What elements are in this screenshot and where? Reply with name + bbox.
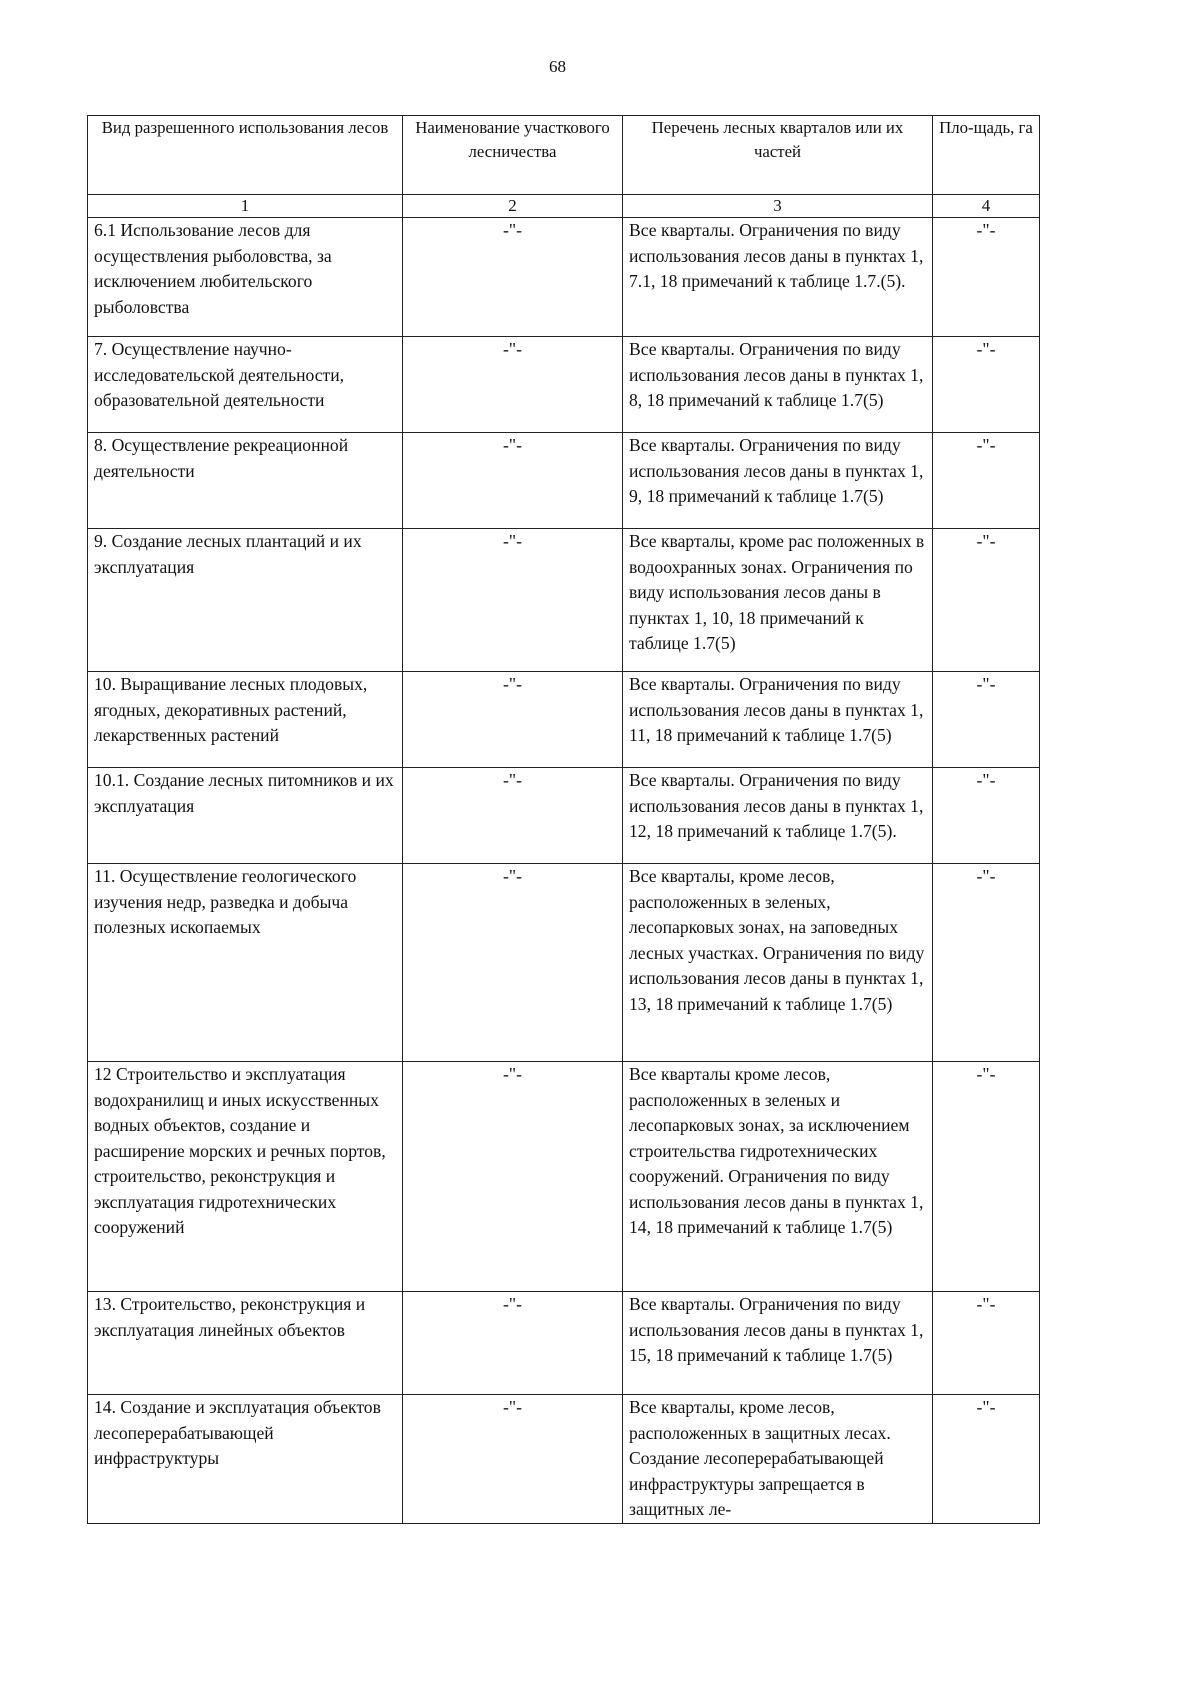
table-row [88, 768, 1040, 864]
table-row [88, 672, 1040, 768]
use-type-cell: 6.1 Использование лесов для осуществления рыболовства, за исключением любительского рыболовства [88, 218, 403, 337]
area-cell: -"- [933, 433, 1040, 529]
forestry-cell: -"- [403, 768, 623, 864]
header-row [88, 116, 1040, 195]
table-row [88, 864, 1040, 1062]
forestry-cell: -"- [403, 337, 623, 433]
column-number: 1 [88, 195, 403, 218]
header-area: Пло-щадь, га [933, 116, 1040, 195]
use-type-cell: 10.1. Создание лесных питомников и их эксплуатация [88, 768, 403, 864]
use-type-cell: 12 Строительство и эксплуатация водохранилищ и иных искусственных водных объектов, создание и расширение морских и речных портов, строительство, реконструкция и эксплуатация гидротехнических сооружений [88, 1062, 403, 1292]
quarters-cell: Все кварталы, кроме рас положенных в водоохранных зонах. Ограничения по виду использования лесов даны в пунктах 1, 10, 18 примечаний к таблице 1.7(5) [623, 529, 933, 672]
use-type-cell: 7. Осуществление научно-исследовательской деятельности, образовательной деятельности [88, 337, 403, 433]
column-number-row [88, 195, 1040, 218]
area-cell: -"- [933, 1062, 1040, 1292]
forestry-cell: -"- [403, 672, 623, 768]
table-row [88, 337, 1040, 433]
area-cell: -"- [933, 1395, 1040, 1524]
quarters-cell: Все кварталы, кроме лесов, расположенных в зеленых, лесопарковых зонах, на заповедных лесных участках. Ограничения по виду использования лесов даны в пунктах 1, 13, 18 примечаний к таблице 1.7(5) [623, 864, 933, 1062]
column-number: 3 [623, 195, 933, 218]
table-row [88, 1395, 1040, 1524]
forestry-cell: -"- [403, 1062, 623, 1292]
quarters-cell: Все кварталы. Ограничения по виду использования лесов даны в пунктах 1, 15, 18 примечаний к таблице 1.7(5) [623, 1292, 933, 1395]
column-number: 4 [933, 195, 1040, 218]
area-cell: -"- [933, 1292, 1040, 1395]
forest-use-table [87, 115, 1040, 1524]
table-row [88, 218, 1040, 337]
quarters-cell: Все кварталы. Ограничения по виду использования лесов даны в пунктах 1, 11, 18 примечаний к таблице 1.7(5) [623, 672, 933, 768]
table-row [88, 433, 1040, 529]
use-type-cell: 8. Осуществление рекреационной деятельности [88, 433, 403, 529]
quarters-cell: Все кварталы. Ограничения по виду использования лесов даны в пунктах 1, 8, 18 примечаний к таблице 1.7(5) [623, 337, 933, 433]
header-use-type: Вид разрешенного использования лесов [88, 116, 403, 195]
use-type-cell: 10. Выращивание лесных плодовых, ягодных, декоративных растений, лекарственных растений [88, 672, 403, 768]
use-type-cell: 13. Строительство, реконструкция и эксплуатация линейных объектов [88, 1292, 403, 1395]
forestry-cell: -"- [403, 529, 623, 672]
forestry-cell: -"- [403, 433, 623, 529]
quarters-cell: Все кварталы. Ограничения по виду использования лесов даны в пунктах 1, 12, 18 примечаний к таблице 1.7(5). [623, 768, 933, 864]
page-number: 68 [549, 57, 566, 76]
area-cell: -"- [933, 337, 1040, 433]
forestry-cell: -"- [403, 218, 623, 337]
quarters-cell: Все кварталы. Ограничения по виду использования лесов даны в пунктах 1, 7.1, 18 примечаний к таблице 1.7.(5). [623, 218, 933, 337]
use-type-cell: 11. Осуществление геологического изучения недр, разведка и добыча полезных ископаемых [88, 864, 403, 1062]
quarters-cell: Все кварталы. Ограничения по виду использования лесов даны в пунктах 1, 9, 18 примечаний к таблице 1.7(5) [623, 433, 933, 529]
area-cell: -"- [933, 768, 1040, 864]
table-row [88, 529, 1040, 672]
area-cell: -"- [933, 672, 1040, 768]
column-number: 2 [403, 195, 623, 218]
header-quarters-list: Перечень лесных кварталов или их частей [623, 116, 933, 195]
forestry-cell: -"- [403, 864, 623, 1062]
area-cell: -"- [933, 529, 1040, 672]
forestry-cell: -"- [403, 1395, 623, 1524]
forestry-cell: -"- [403, 1292, 623, 1395]
quarters-cell: Все кварталы кроме лесов, расположенных в зеленых и лесопарковых зонах, за исключением строительства гидротехнических сооружений. Ограничения по виду использования лесов даны в пунктах 1, 14, 18 примечаний к таблице 1.7(5) [623, 1062, 933, 1292]
quarters-cell: Все кварталы, кроме лесов, расположенных в защитных лесах. Создание лесоперерабатывающей инфраструктуры запрещается в защитных ле- [623, 1395, 933, 1524]
area-cell: -"- [933, 218, 1040, 337]
table-row [88, 1062, 1040, 1292]
header-forestry-name: Наименование участкового лесничества [403, 116, 623, 195]
use-type-cell: 9. Создание лесных плантаций и их эксплуатация [88, 529, 403, 672]
table-row [88, 1292, 1040, 1395]
area-cell: -"- [933, 864, 1040, 1062]
use-type-cell: 14. Создание и эксплуатация объектов лесоперерабатывающей инфраструктуры [88, 1395, 403, 1524]
